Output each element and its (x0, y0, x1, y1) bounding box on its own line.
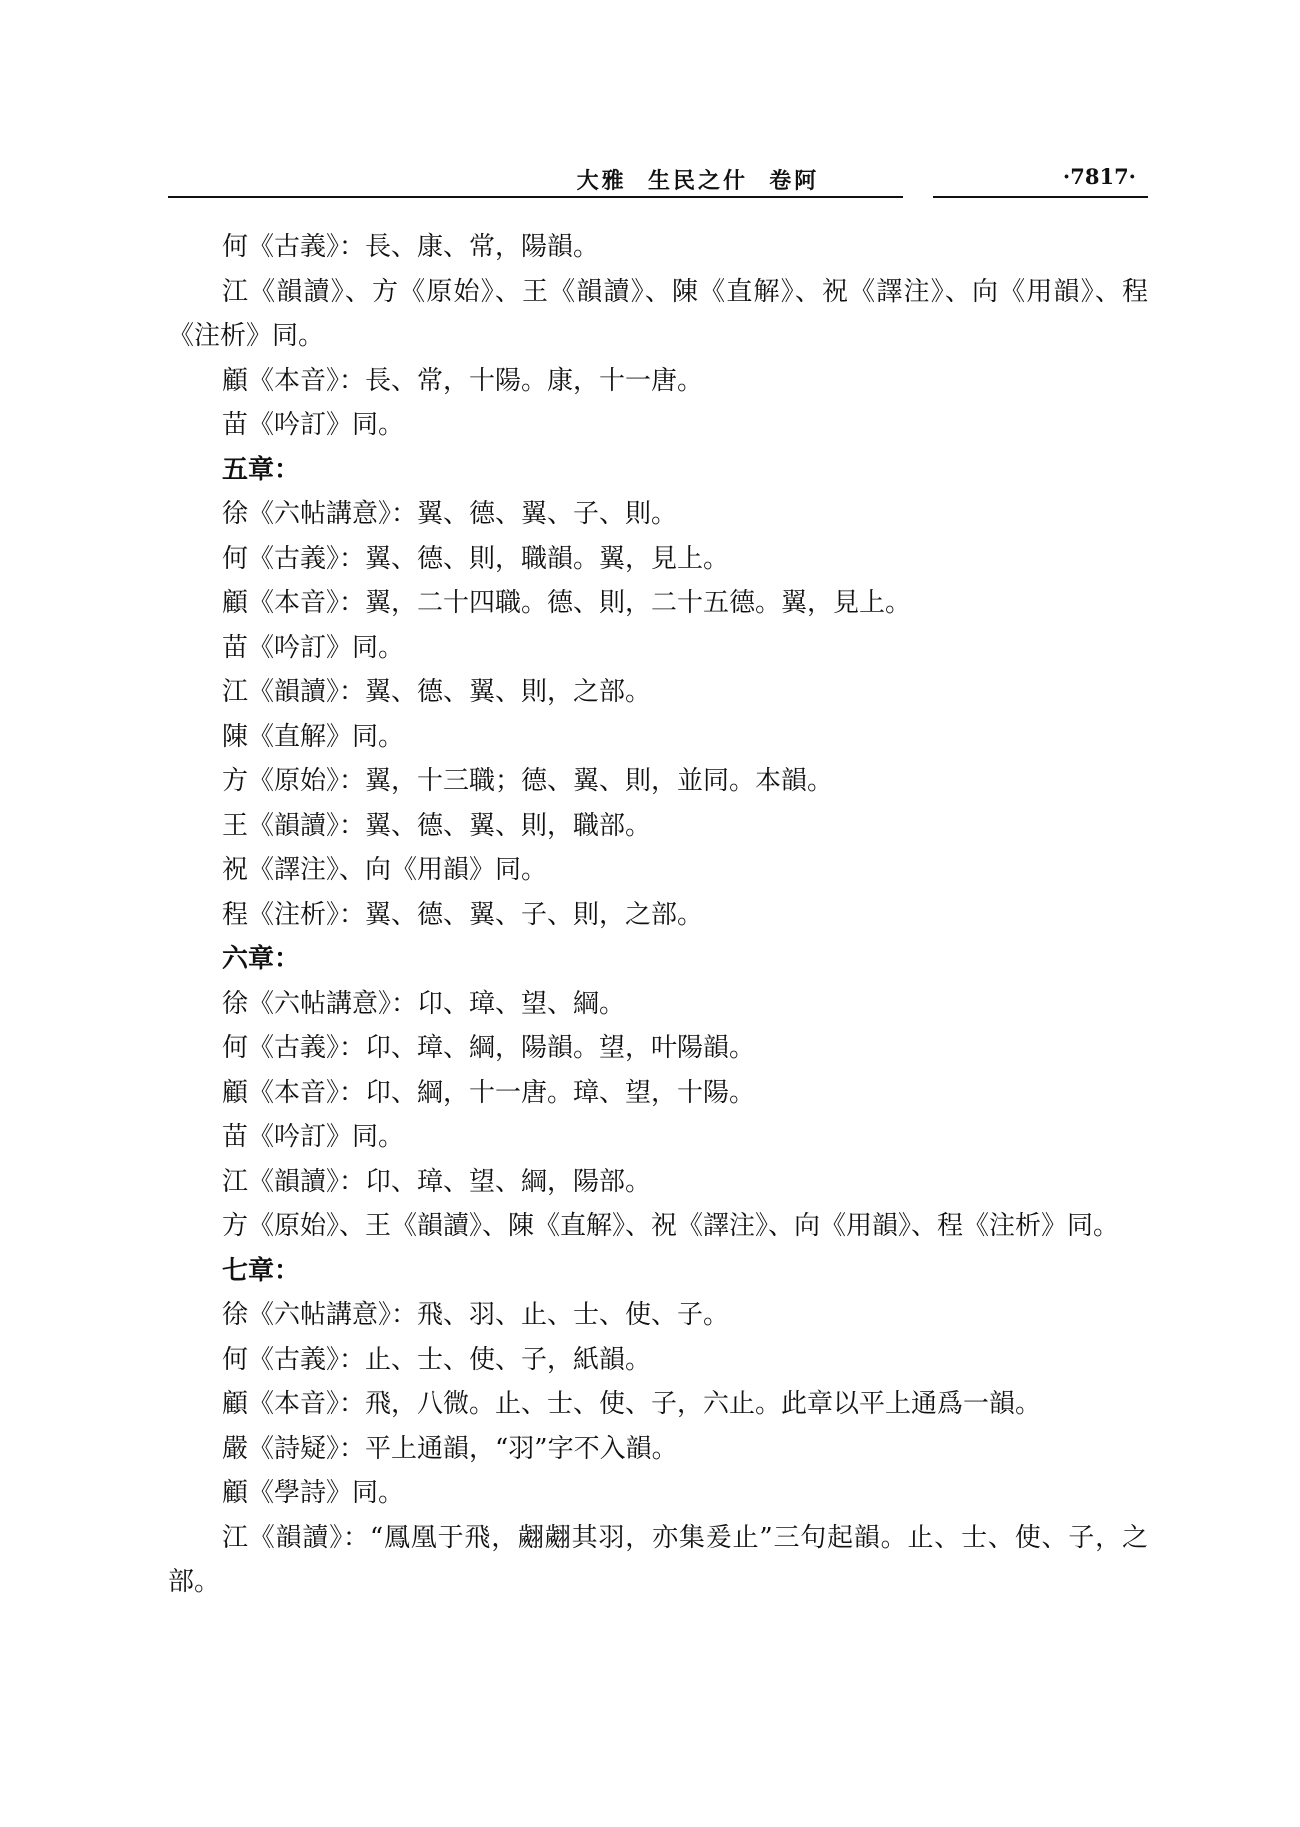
page-number: ·7817· (1062, 164, 1136, 189)
paragraph: 顧《本音》：卬、綱，十一唐。璋、望，十陽。 (222, 1077, 756, 1108)
section-heading: 七章： (222, 1255, 301, 1286)
paragraph: 顧《本音》：飛，八微。止、士、使、子，六止。此章以平上通爲一韻。 (222, 1389, 1042, 1419)
body-text (168, 225, 1148, 1605)
paragraph: 陳《直解》同。 (222, 721, 405, 752)
paragraph: 江《韻讀》：翼、德、翼、則，之部。 (222, 677, 652, 707)
paragraph: 江《韻讀》：卬、璋、望、綱，陽部。 (222, 1166, 652, 1197)
paragraph: 何《古義》：卬、璋、綱，陽韻。望，叶陽韻。 (222, 1033, 756, 1063)
section-heading: 五章： (222, 454, 301, 485)
paragraph: 徐《六帖講意》：翼、德、翼、子、則。 (222, 499, 678, 529)
paragraph: 王《韻讀》：翼、德、翼、則，職部。 (222, 810, 652, 841)
header-rule-left (168, 196, 903, 198)
paragraph: 江《韻讀》、方《原始》、王《韻讀》、陳《直解》、祝《譯注》、向《用韻》、程《注析》同。 (168, 276, 1148, 351)
paragraph: 祝《譯注》、向《用韻》同。 (222, 855, 548, 885)
section-heading: 六章： (222, 944, 301, 974)
paragraph: 方《原始》：翼，十三職；德、翼、則，並同。本韻。 (222, 766, 834, 796)
header-rule-right (933, 196, 1148, 198)
running-title: 大雅 生民之什 卷阿 (576, 168, 820, 194)
paragraph: 顧《本音》：翼，二十四職。德、則，二十五德。翼，見上。 (222, 588, 912, 618)
paragraph: 江《韻讀》：“鳳凰于飛，翽翽其羽，亦集爰止”三句起韻。止、士、使、子，之部。 (168, 1522, 1148, 1597)
paragraph: 苗《吟訂》同。 (222, 1122, 405, 1152)
paragraph: 方《原始》、王《韻讀》、陳《直解》、祝《譯注》、向《用韻》、程《注析》同。 (222, 1211, 1120, 1241)
paragraph: 嚴《詩疑》：平上通韻，“羽”字不入韻。 (222, 1433, 678, 1464)
paragraph: 何《古義》：止、士、使、子，紙韻。 (222, 1344, 652, 1375)
paragraph: 何《古義》：翼、德、則，職韻。翼，見上。 (222, 543, 730, 574)
paragraph: 徐《六帖講意》：卬、璋、望、綱。 (222, 988, 626, 1019)
paragraph: 顧《本音》：長、常，十陽。康，十一唐。 (222, 365, 704, 396)
paragraph: 徐《六帖講意》：飛、羽、止、士、使、子。 (222, 1300, 730, 1330)
paragraph: 苗《吟訂》同。 (222, 632, 405, 663)
paragraph: 程《注析》：翼、德、翼、子、則，之部。 (222, 899, 704, 930)
page-header (168, 160, 1148, 200)
paragraph: 何《古義》：長、康、常，陽韻。 (222, 232, 600, 262)
paragraph: 顧《學詩》同。 (222, 1478, 405, 1508)
paragraph: 苗《吟訂》同。 (222, 410, 405, 440)
